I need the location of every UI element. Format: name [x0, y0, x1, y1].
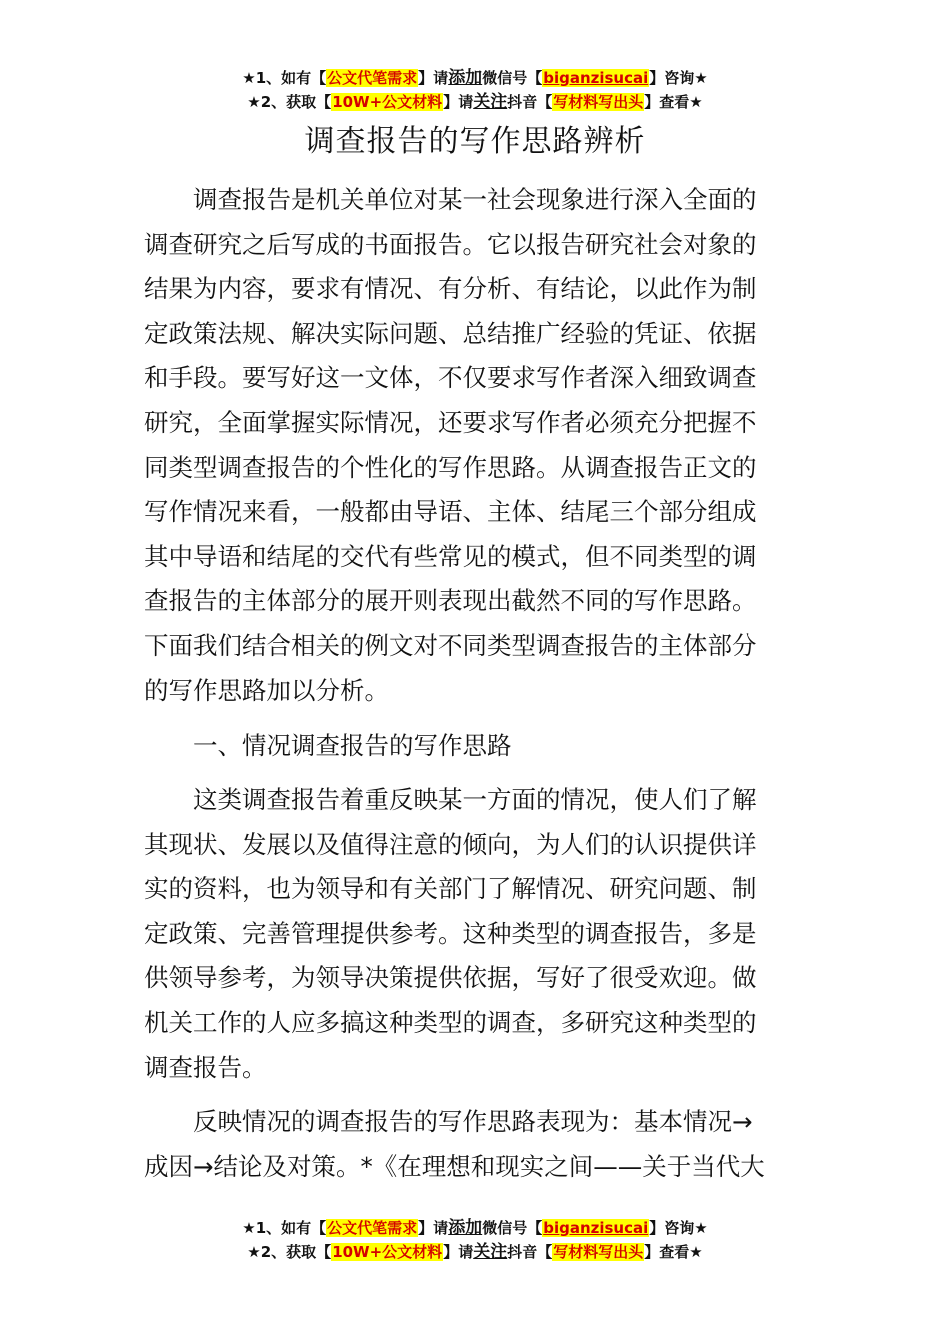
text-line: 研究，全面掌握实际情况，还要求写作者必须充分把握不 [144, 407, 757, 437]
banner-text: 抖音【 [507, 93, 553, 111]
highlight-materials: 10W+公文材料 [332, 1243, 443, 1261]
banner-text: 】请 [443, 1243, 474, 1261]
footer-banner [0, 1216, 950, 1264]
text-line: 查报告的主体部分的展开则表现出截然不同的写作思路。 [144, 586, 757, 616]
highlight-materials: 10W+公文材料 [332, 93, 443, 111]
text-line: 的写作思路加以分析。 [144, 675, 389, 705]
text-line: 供领导参考，为领导决策提供依据，写好了很受欢迎。做 [144, 963, 757, 993]
text-line: 调查报告。 [144, 1052, 267, 1082]
banner-text: 】咨询★ [649, 69, 708, 87]
banner-line-1 [0, 1216, 950, 1240]
text-line: 同类型调查报告的个性化的写作思路。从调查报告正文的 [144, 452, 757, 482]
banner-text: 】请 [418, 1219, 449, 1237]
banner-text: 】查看★ [644, 93, 703, 111]
text-line: 这类调查报告着重反映某一方面的情况，使人们了解 [193, 785, 757, 814]
paragraph-situation [144, 778, 810, 1090]
text-line: 成因→结论及对策。*《在理想和现实之间——关于当代大 [144, 1151, 765, 1181]
banner-text: ★1、如有【 [242, 1219, 327, 1237]
wechat-id-link[interactable]: biganzisucai [543, 69, 649, 87]
text-line: 实的资料，也为领导和有关部门了解情况、研究问题、制 [144, 874, 757, 904]
text-line: 其中导语和结尾的交代有些常见的模式，但不同类型的调 [144, 541, 757, 571]
paragraph-intro [144, 178, 810, 713]
header-banner [0, 66, 950, 114]
text-line: 机关工作的人应多搞这种类型的调查，多研究这种类型的 [144, 1007, 757, 1037]
douyin-account-highlight: 写材料写出头 [553, 93, 644, 111]
banner-text: 】咨询★ [649, 1219, 708, 1237]
text-line: 结果为内容，要求有情况、有分析、有结论，以此作为制 [144, 274, 757, 304]
banner-line-2 [0, 90, 950, 114]
banner-text: 抖音【 [507, 1243, 553, 1261]
banner-text: ★1、如有【 [242, 69, 327, 87]
emphasis-follow: 关注 [473, 1242, 508, 1262]
banner-text: ★2、获取【 [247, 93, 332, 111]
banner-text: 】请 [443, 93, 474, 111]
highlight-ghostwriting: 公文代笔需求 [327, 69, 418, 87]
text-line: 调查研究之后写成的书面报告。它以报告研究社会对象的 [144, 229, 757, 259]
banner-text: ★2、获取【 [247, 1243, 332, 1261]
text-line: 写作情况来看，一般都由导语、主体、结尾三个部分组成 [144, 497, 757, 527]
text-line: 定政策、完善管理提供参考。这种类型的调查报告，多是 [144, 918, 757, 948]
banner-text: 】查看★ [644, 1243, 703, 1261]
section-heading-text: 一、情况调查报告的写作思路 [193, 731, 512, 760]
document-title: 调查报告的写作思路辨析 [304, 124, 646, 159]
douyin-account-highlight: 写材料写出头 [553, 1243, 644, 1261]
banner-text: 微信号【 [482, 1219, 543, 1237]
paragraph-approach [144, 1100, 810, 1189]
wechat-id-link[interactable]: biganzisucai [543, 1219, 649, 1237]
emphasis-follow: 关注 [473, 92, 508, 112]
text-line: 和手段。要写好这一文体，不仅要求写作者深入细致调查 [144, 363, 757, 393]
text-line: 调查报告是机关单位对某一社会现象进行深入全面的 [193, 185, 757, 214]
section-heading-1 [144, 724, 810, 769]
text-line: 反映情况的调查报告的写作思路表现为：基本情况→ [193, 1107, 753, 1136]
banner-line-1 [0, 66, 950, 90]
text-line: 其现状、发展以及值得注意的倾向，为人们的认识提供详 [144, 829, 757, 859]
emphasis-add: 添加 [448, 1218, 483, 1238]
text-line: 定政策法规、解决实际问题、总结推广经验的凭证、依据 [144, 318, 757, 348]
banner-text: 】请 [418, 69, 449, 87]
text-line: 下面我们结合相关的例文对不同类型调查报告的主体部分 [144, 630, 757, 660]
highlight-ghostwriting: 公文代笔需求 [327, 1219, 418, 1237]
banner-line-2 [0, 1240, 950, 1264]
emphasis-add: 添加 [448, 68, 483, 88]
banner-text: 微信号【 [482, 69, 543, 87]
